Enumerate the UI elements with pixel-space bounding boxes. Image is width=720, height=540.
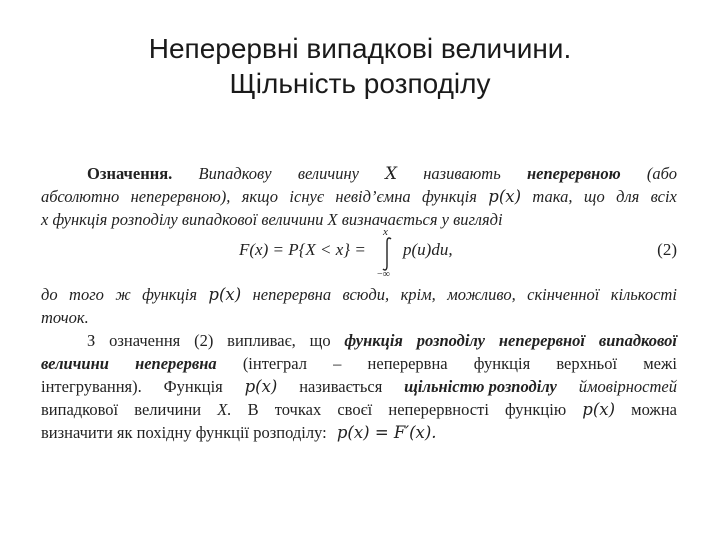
formula-2 — [41, 226, 677, 280]
word: неперервності — [388, 400, 489, 419]
integral-upper-limit: x — [383, 226, 388, 238]
body-line-4 — [41, 398, 677, 422]
formula-number: (2) — [657, 240, 677, 259]
word: величину — [297, 164, 359, 183]
word: випадкової — [41, 400, 119, 419]
word: абсолютно — [41, 187, 120, 206]
word: всіх — [650, 187, 677, 206]
math-px: p(x) — [244, 377, 278, 396]
variable-x: X — [385, 164, 397, 183]
definition-line-3: x функція розподілу випадкової величини X визначається у вигляді — [41, 210, 503, 229]
word: інтегрування). — [41, 377, 142, 396]
definition-line-4 — [41, 283, 677, 307]
word: неперервна — [367, 354, 448, 373]
math-px: p(x) — [582, 400, 616, 419]
word: (2) — [194, 331, 214, 350]
word: величини — [134, 400, 202, 419]
word: називають — [423, 164, 501, 183]
body-line-3 — [41, 375, 677, 399]
emphasis-word: розподілу — [416, 331, 486, 350]
word: ж — [115, 285, 131, 304]
word: неперервною), — [130, 187, 231, 206]
word: верхньої — [556, 354, 618, 373]
definition-lead: Означення. — [87, 164, 173, 183]
body-line-1 — [41, 329, 677, 353]
emphasis-word: величини — [41, 354, 109, 373]
integral-lower-limit: −∞ — [377, 269, 390, 280]
definition-line-2 — [41, 185, 677, 209]
word: межі — [643, 354, 677, 373]
emphasis-word: неперервної — [498, 331, 586, 350]
word: ймовірностей — [578, 377, 677, 396]
integral-sign — [377, 226, 399, 280]
body-line-2 — [41, 352, 677, 376]
word: можливо, — [447, 285, 516, 304]
formula-integrand: p(u)du, — [403, 240, 453, 259]
slide-title — [0, 31, 720, 101]
word: (або — [646, 164, 677, 183]
word: означення — [109, 331, 181, 350]
body-line-5 — [41, 421, 677, 445]
word: якщо — [241, 187, 279, 206]
definition-line-5: точок. — [41, 308, 89, 327]
word: (інтеграл — [242, 354, 307, 373]
word: називається — [299, 377, 383, 396]
word: випливає, — [227, 331, 296, 350]
math-px: p(x) — [488, 187, 522, 206]
word: точках — [274, 400, 322, 419]
word: невід’ємна — [335, 187, 411, 206]
word: Випадкову — [198, 164, 272, 183]
variable-x: X. — [217, 400, 232, 419]
word: Функція — [163, 377, 223, 396]
word: можна — [631, 400, 677, 419]
word: крім, — [400, 285, 436, 304]
word: до — [41, 285, 58, 304]
emphasis-word: неперервна — [135, 354, 217, 373]
word: визначити як похідну функції розподілу: — [41, 423, 327, 442]
math-px: p(x) — [208, 285, 242, 304]
word: функцію — [505, 400, 567, 419]
word: що — [309, 331, 331, 350]
word: всюди, — [342, 285, 390, 304]
word: функція — [473, 354, 531, 373]
formula-lhs: F(x) = P{X < x} = — [239, 240, 366, 259]
word: В — [247, 400, 259, 419]
word: З — [87, 331, 96, 350]
title-line-2: Щільність розподілу — [229, 68, 491, 99]
term-continuous: неперервною — [527, 164, 621, 183]
definition-line-1 — [41, 162, 677, 186]
word: функція — [142, 285, 197, 304]
word: існує — [289, 187, 325, 206]
word: скінченної — [527, 285, 600, 304]
word: того — [69, 285, 104, 304]
word: функція — [422, 187, 477, 206]
word: для — [616, 187, 640, 206]
title-line-1: Неперервні випадкові величини. — [148, 33, 572, 64]
word: неперервна — [252, 285, 332, 304]
word: кількості — [610, 285, 677, 304]
word: – — [333, 354, 342, 373]
word: така, — [532, 187, 573, 206]
term-density: щільністю розподілу — [404, 377, 557, 396]
word: що — [583, 187, 605, 206]
emphasis-word: функція — [344, 331, 403, 350]
derivative-formula: p(x) = F′(x). — [336, 423, 437, 442]
emphasis-word: випадкової — [598, 331, 677, 350]
word: своєї — [337, 400, 373, 419]
